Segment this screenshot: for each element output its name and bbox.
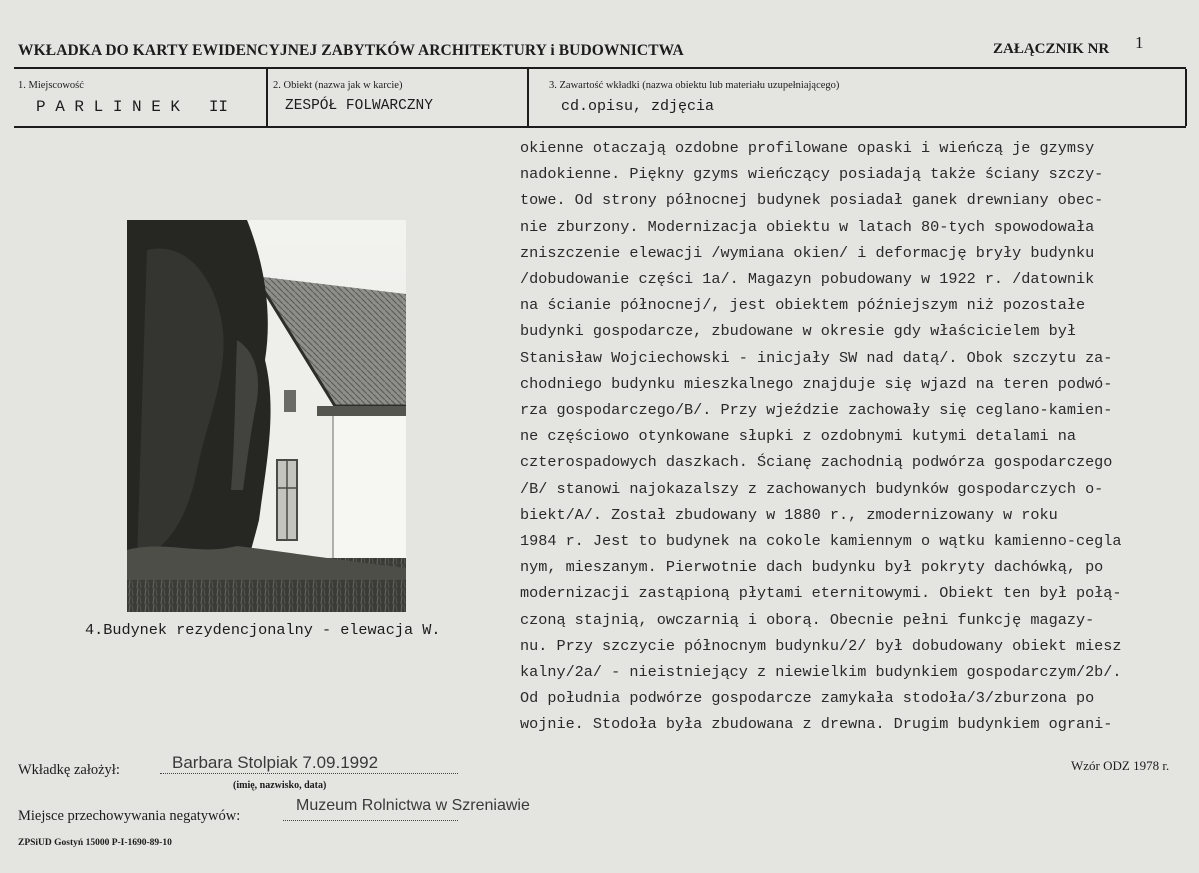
form-title: WKŁADKA DO KARTY EWIDENCYJNEJ ZABYTKÓW ARCHITEKTURY i BUDOWNICTWA [18,42,684,59]
creator-value: Barbara Stolpiak 7.09.1992 [172,753,379,772]
print-note: ZPSiUD Gostyń 15000 P-I-1690-89-10 [18,838,172,848]
object-value: ZESPÓŁ FOLWARCZNY [285,98,433,114]
content-value: cd.opisu, zdjęcia [561,98,715,115]
description-line: /B/ stanowi najokazalszy z zachowanych budynków gospodarczych o- [520,479,1104,498]
building-photo-image [127,220,406,612]
description-line: Od południa podwórze gospodarcze zamykała stodoła/3/zburzona po [520,689,1095,708]
description-line: czterospadowych daszkach. Ścianę zachodnią podwórza gospodarczego [520,453,1113,472]
creator-label: Wkładkę założył: [18,762,120,778]
field-divider-1 [266,69,268,126]
building-photo [127,220,406,612]
description-line: /dobudowanie części 1a/. Magazyn pobudowany w 1922 r. /datownik [520,270,1095,289]
description-line: okienne otaczają ozdobne profilowane opaski i wieńczą je gzymsy [520,139,1095,157]
annex-label: ZAŁĄCZNIK NR [993,41,1110,57]
description-line: ne częściowo otynkowane słupki z ozdobnymi kutymi detalami na [520,427,1076,446]
creator-line [160,773,458,774]
description-line: rza gospodarczego/B/. Przy wjeździe zachowały się ceglano-kamien- [520,401,1113,420]
locality-label: 1. Miejscowość [18,80,84,91]
description-line: na ścianie północnej/, jest obiektem późniejszym niż pozostałe [520,296,1086,315]
description-line: towe. Od strony północnej budynek posiadał ganek drewniany obec- [520,191,1104,210]
field-divider-2 [527,69,529,126]
description-line: Stanisław Wojciechowski - inicjały SW nad datą/. Obok szczytu za- [520,348,1113,367]
annex-number: 1 [1135,33,1144,52]
storage-line [283,820,458,821]
description-line: nie zburzony. Modernizacja obiektu w latach 80-tych spowodowała [520,217,1095,236]
description-line: nym, mieszanym. Pierwotnie dach budynku był pokryty dachówką, po [520,558,1104,577]
form-version-note: Wzór ODZ 1978 r. [1071,758,1170,773]
description-line: 1984 r. Jest to budynek na cokole kamiennym o wątku kamienno-cegla [520,532,1122,551]
description-line: nadokienne. Piękny gzyms wieńczący posiadają także ściany szczy- [520,165,1104,184]
locality-value: P A R L I N E K II [36,98,229,116]
storage-value: Muzeum Rolnictwa w Szreniawie [296,797,530,814]
creator-note: (imię, nazwisko, data) [233,780,327,791]
object-label: 2. Obiekt (nazwa jak w karcie) [273,80,403,91]
field-divider-right [1185,69,1187,126]
header-top-rule [14,67,1186,69]
description-line: nu. Przy szczycie północnym budynku/2/ był dobudowany obiekt miesz [520,636,1122,655]
description-line: budynki gospodarcze, zbudowane w okresie gdy właścicielem był [520,322,1076,341]
description-line: czoną stajnią, owczarnią i oborą. Obecnie pełni funkcję magazy- [520,610,1095,629]
content-label: 3. Zawartość wkładki (nazwa obiektu lub materiału uzupełniającego) [549,80,840,91]
description-line: chodniego budynku mieszkalnego znajduje się wjazd na teren podwó- [520,374,1113,393]
description-line: modernizacji zastąpioną płytami eternitowymi. Obiekt ten był połą- [520,584,1122,603]
storage-label: Miejsce przechowywania negatywów: [18,808,241,824]
description-text [520,135,1196,738]
description-line: biekt/A/. Został zbudowany w 1880 r., zmodernizowany w roku [520,505,1058,524]
description-line: zniszczenie elewacji /wymiana okien/ i deformację bryły budynku [520,243,1095,262]
photo-caption: 4.Budynek rezydencjonalny - elewacja W. [85,621,441,639]
description-line: kalny/2a/ - nieistniejący z niewielkim budynkiem gospodarczym/2b/. [520,663,1122,682]
description-line: wojnie. Stodoła była zbudowana z drewna. Drugim budynkiem ograni- [520,715,1113,734]
header-bottom-rule [14,126,1186,128]
